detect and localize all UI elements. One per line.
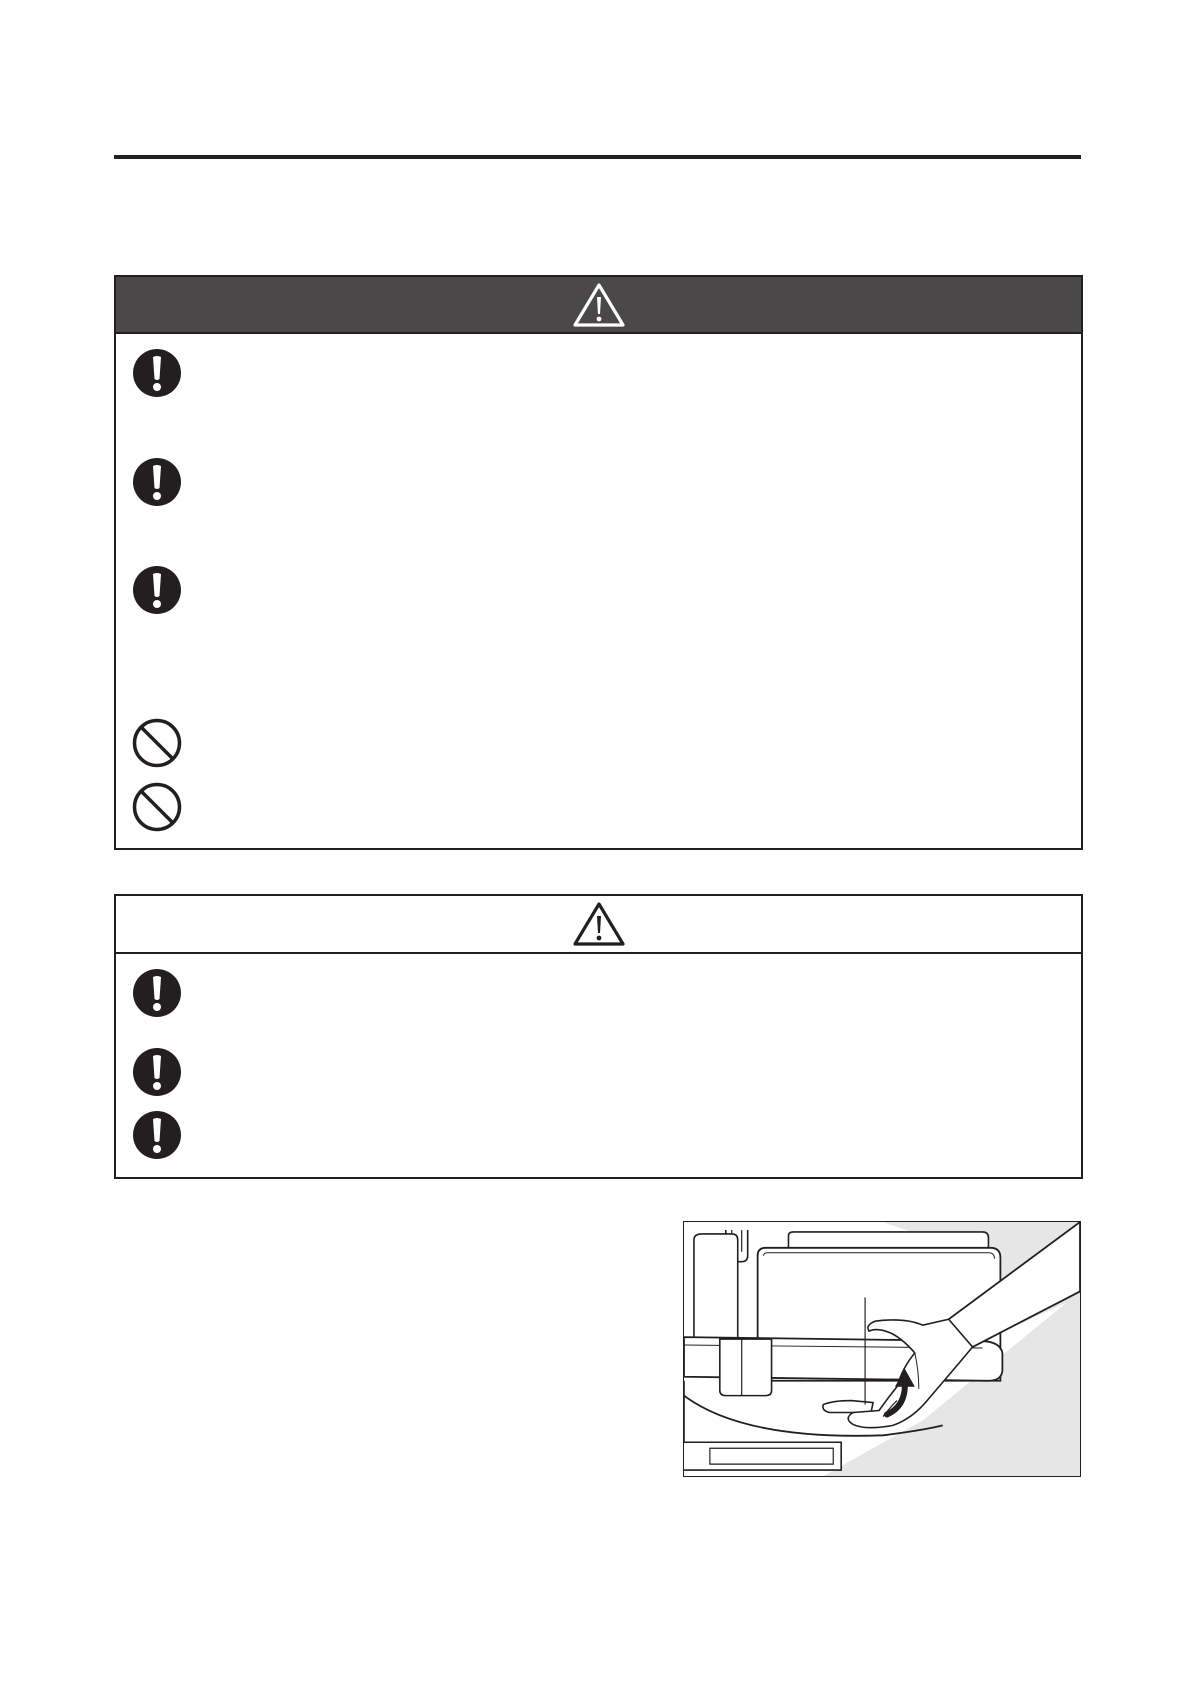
caution-panel-header bbox=[116, 896, 1081, 954]
mandatory-action-icon bbox=[132, 968, 182, 1018]
top-rule bbox=[114, 155, 1081, 159]
mandatory-action-icon bbox=[132, 457, 182, 507]
mandatory-action-icon bbox=[132, 1110, 182, 1160]
warning-panel-header bbox=[116, 277, 1081, 334]
mandatory-action-icon bbox=[132, 1047, 182, 1097]
prohibition-icon bbox=[132, 718, 182, 768]
prohibition-icon bbox=[132, 782, 182, 832]
warning-panel bbox=[114, 275, 1083, 850]
mandatory-action-icon bbox=[132, 348, 182, 398]
hand-lifting-lever-illustration bbox=[683, 1221, 1081, 1477]
mandatory-action-icon bbox=[132, 565, 182, 615]
caution-panel bbox=[114, 894, 1083, 1179]
caution-triangle-icon bbox=[572, 900, 626, 948]
warning-triangle-icon bbox=[572, 281, 626, 329]
